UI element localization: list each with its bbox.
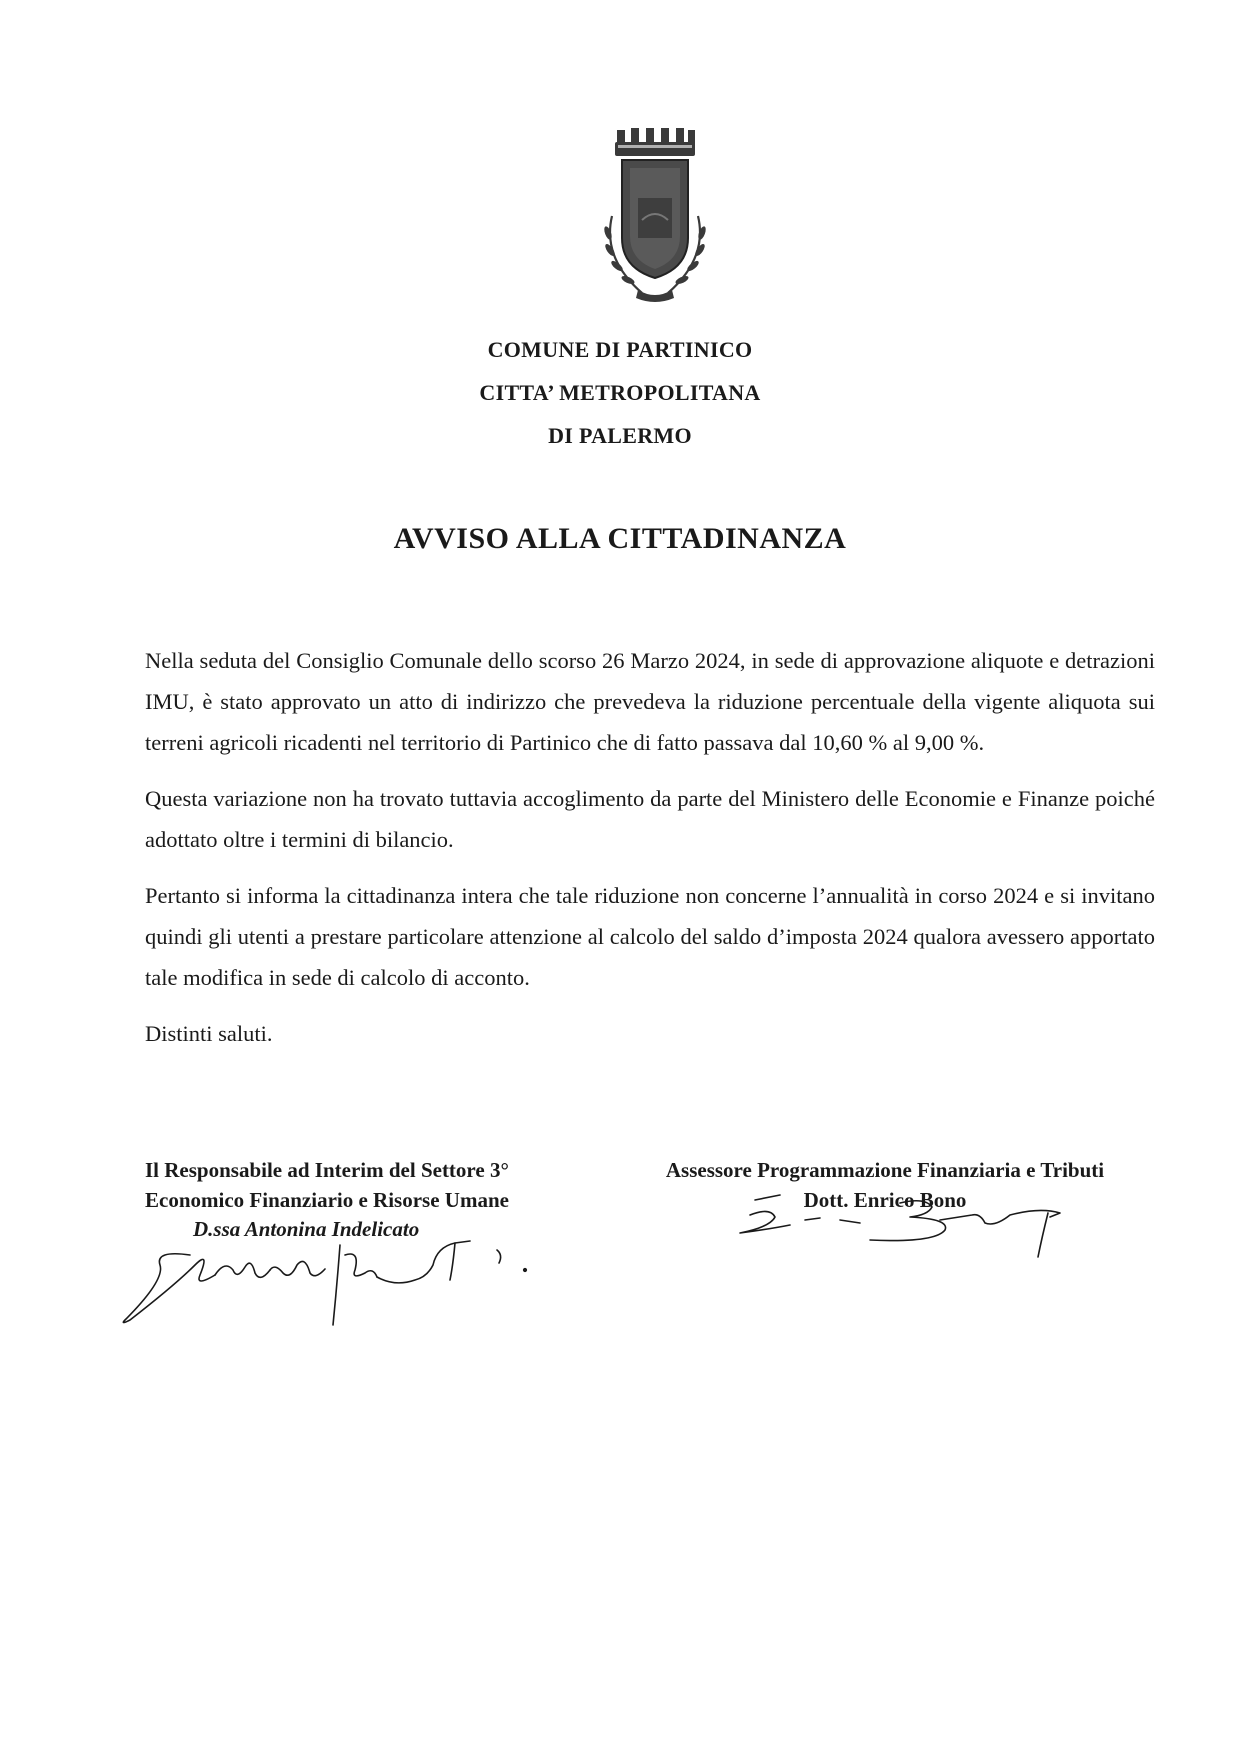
body-paragraph: Nella seduta del Consiglio Comunale dello scorso 26 Marzo 2024, in sede di approvazione aliquote e detrazioni IMU, è stato approvato un atto di indirizzo che prevedeva la riduzione percentuale della vigente aliquota sui terreni agricoli ricadenti nel territorio di Partinico che di fatto passava dal 10,60 % al 9,00 %. bbox=[145, 648, 1155, 755]
municipal-crest-emblem bbox=[590, 128, 720, 308]
body-paragraph: Pertanto si informa la cittadinanza intera che tale riduzione non concerne l’annualità in corso 2024 e si invitano quindi gli utenti a prestare particolare attenzione al calcolo del saldo d’imposta 2024 qualora avessero apportato tale modifica in sede di calcolo di acconto. bbox=[145, 883, 1155, 990]
left-signatory-name: D.ssa Antonina Indelicato bbox=[193, 1217, 420, 1241]
left-handwritten-signature bbox=[115, 1225, 575, 1335]
closing-salutation: Distinti saluti. bbox=[145, 1021, 273, 1046]
body-paragraph: Questa variazione non ha trovato tuttavia accoglimento da parte del Ministero delle Economie e Finanze poiché adottato oltre i termini di bilancio. bbox=[145, 786, 1155, 852]
header-province: DI PALERMO bbox=[548, 423, 692, 448]
left-signatory-role bbox=[145, 1155, 605, 1215]
right-signatory-name: Dott. Enrico Bono bbox=[803, 1188, 967, 1212]
header-metropolitan-city: CITTA’ METROPOLITANA bbox=[479, 380, 761, 405]
header-municipality: COMUNE DI PARTINICO bbox=[487, 337, 753, 362]
left-role-line: Il Responsabile ad Interim del Settore 3° bbox=[145, 1158, 509, 1182]
notice-body bbox=[145, 640, 1155, 1069]
right-handwritten-signature bbox=[710, 1185, 1130, 1275]
notice-title: AVVISO ALLA CITTADINANZA bbox=[393, 522, 847, 555]
right-signatory-role: Assessore Programmazione Finanziaria e Tributi bbox=[665, 1158, 1105, 1182]
left-role-line: Economico Finanziario e Risorse Umane bbox=[145, 1188, 509, 1212]
